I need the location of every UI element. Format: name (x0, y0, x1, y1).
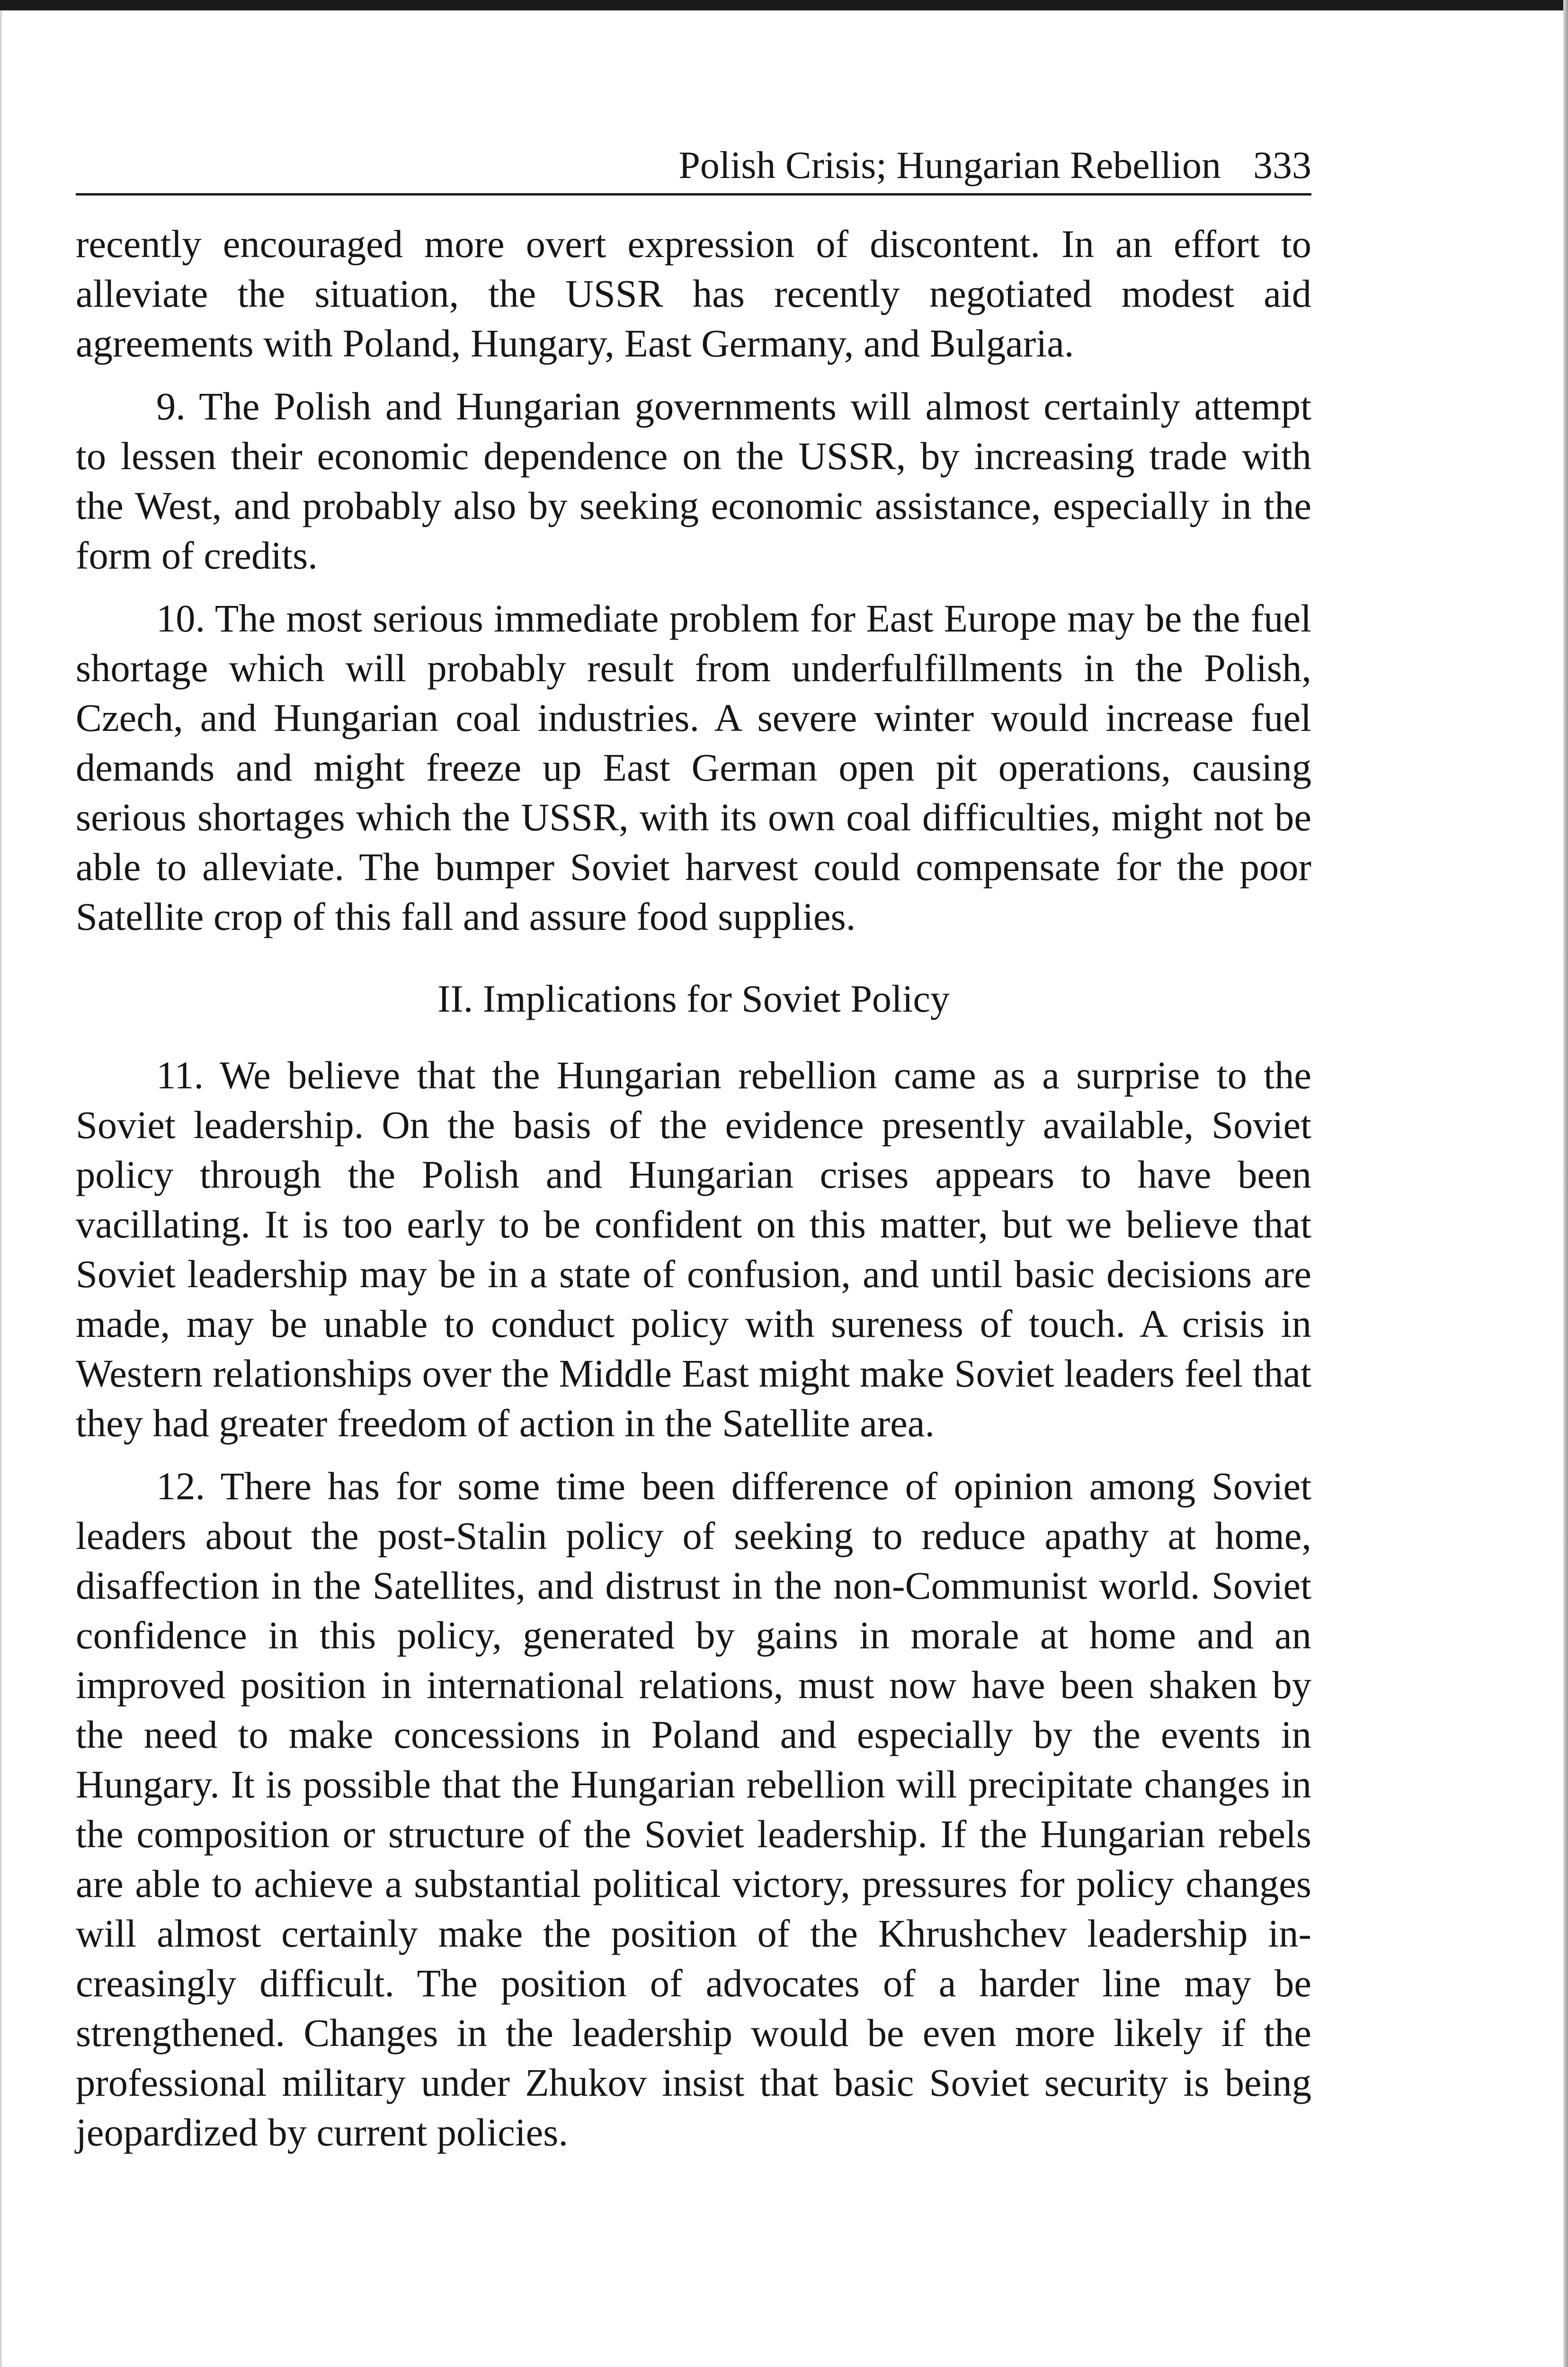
paragraph-9: 9. The Polish and Hungarian governments will almost certainly attempt to lessen their economic dependence on the USSR, by increasing trade with the West, and probably also by seeking economic assistance, especially in the form of credits. (76, 384, 1311, 577)
paragraph-11: 11. We believe that the Hungarian rebellion came as a surprise to the Soviet leadership. On the basis of the evidence presently available, Soviet policy through the Polish and Hungarian crises appears to have been vacillating. It is too early to be confident on this matter, but we believe that Soviet leadership may be in a state of confusion, and until basic decisions are made, may be unable to conduct policy with sureness of touch. A crisis in Western relationships over the Middle East might make Soviet leaders feel that they had greater freedom of action in the Satellite area. (76, 1053, 1311, 1445)
running-head (76, 137, 1311, 196)
paragraph-10: 10. The most serious immediate problem for East Europe may be the fuel shortage which will probably result from underfulfillments in the Polish, Czech, and Hungarian coal industries. A severe winter would increase fuel demands and might freeze up East German open pit operations, causing serious shortages which the USSR, with its own coal difficulties, might not be able to alleviate. The bumper Soviet harvest could compensate for the poor Satellite crop of this fall and assure food supplies. (76, 596, 1311, 938)
page-number: 333 (1253, 143, 1311, 187)
running-head-title: Polish Crisis; Hungarian Rebellion (678, 143, 1221, 187)
body-text (76, 219, 1311, 2157)
scan-right-edge (1563, 0, 1568, 2367)
paragraph-12: 12. There has for some time been difference of opinion among Soviet leaders about the post-Stalin policy of seeking to reduce apathy at home, disaffection in the Satellites, and distrust in the non-Communist world. Soviet confidence in this policy, generated by gains in morale at home and an improved position in international relations, must now have been shaken by the need to make concessions in Poland and especially by the events in Hungary. It is possible that the Hungarian rebellion will precipitate changes in the composition or structure of the Soviet leadership. If the Hungarian rebels are able to achieve a substantial political victory, pressures for policy changes will almost certainly make the position of the Khrushchev leadership increasingly difficult. The position of advocates of a harder line may be strengthened. Changes in the leadership would be even more likely if the professional military under Zhukov insist that basic Soviet security is being jeopardized by current policies. (76, 1464, 1311, 2154)
section-heading: II. Implications for Soviet Policy (437, 977, 950, 1020)
paragraph-continued: recently encouraged more overt expression of discontent. In an effort to alleviate the situation, the USSR has recently negotiated modest aid agreements with Poland, Hungary, East Germany, and Bulgaria. (76, 222, 1311, 365)
book-page (76, 137, 1311, 2157)
scan-left-edge (0, 10, 3, 2367)
scan-top-edge (0, 0, 1568, 10)
